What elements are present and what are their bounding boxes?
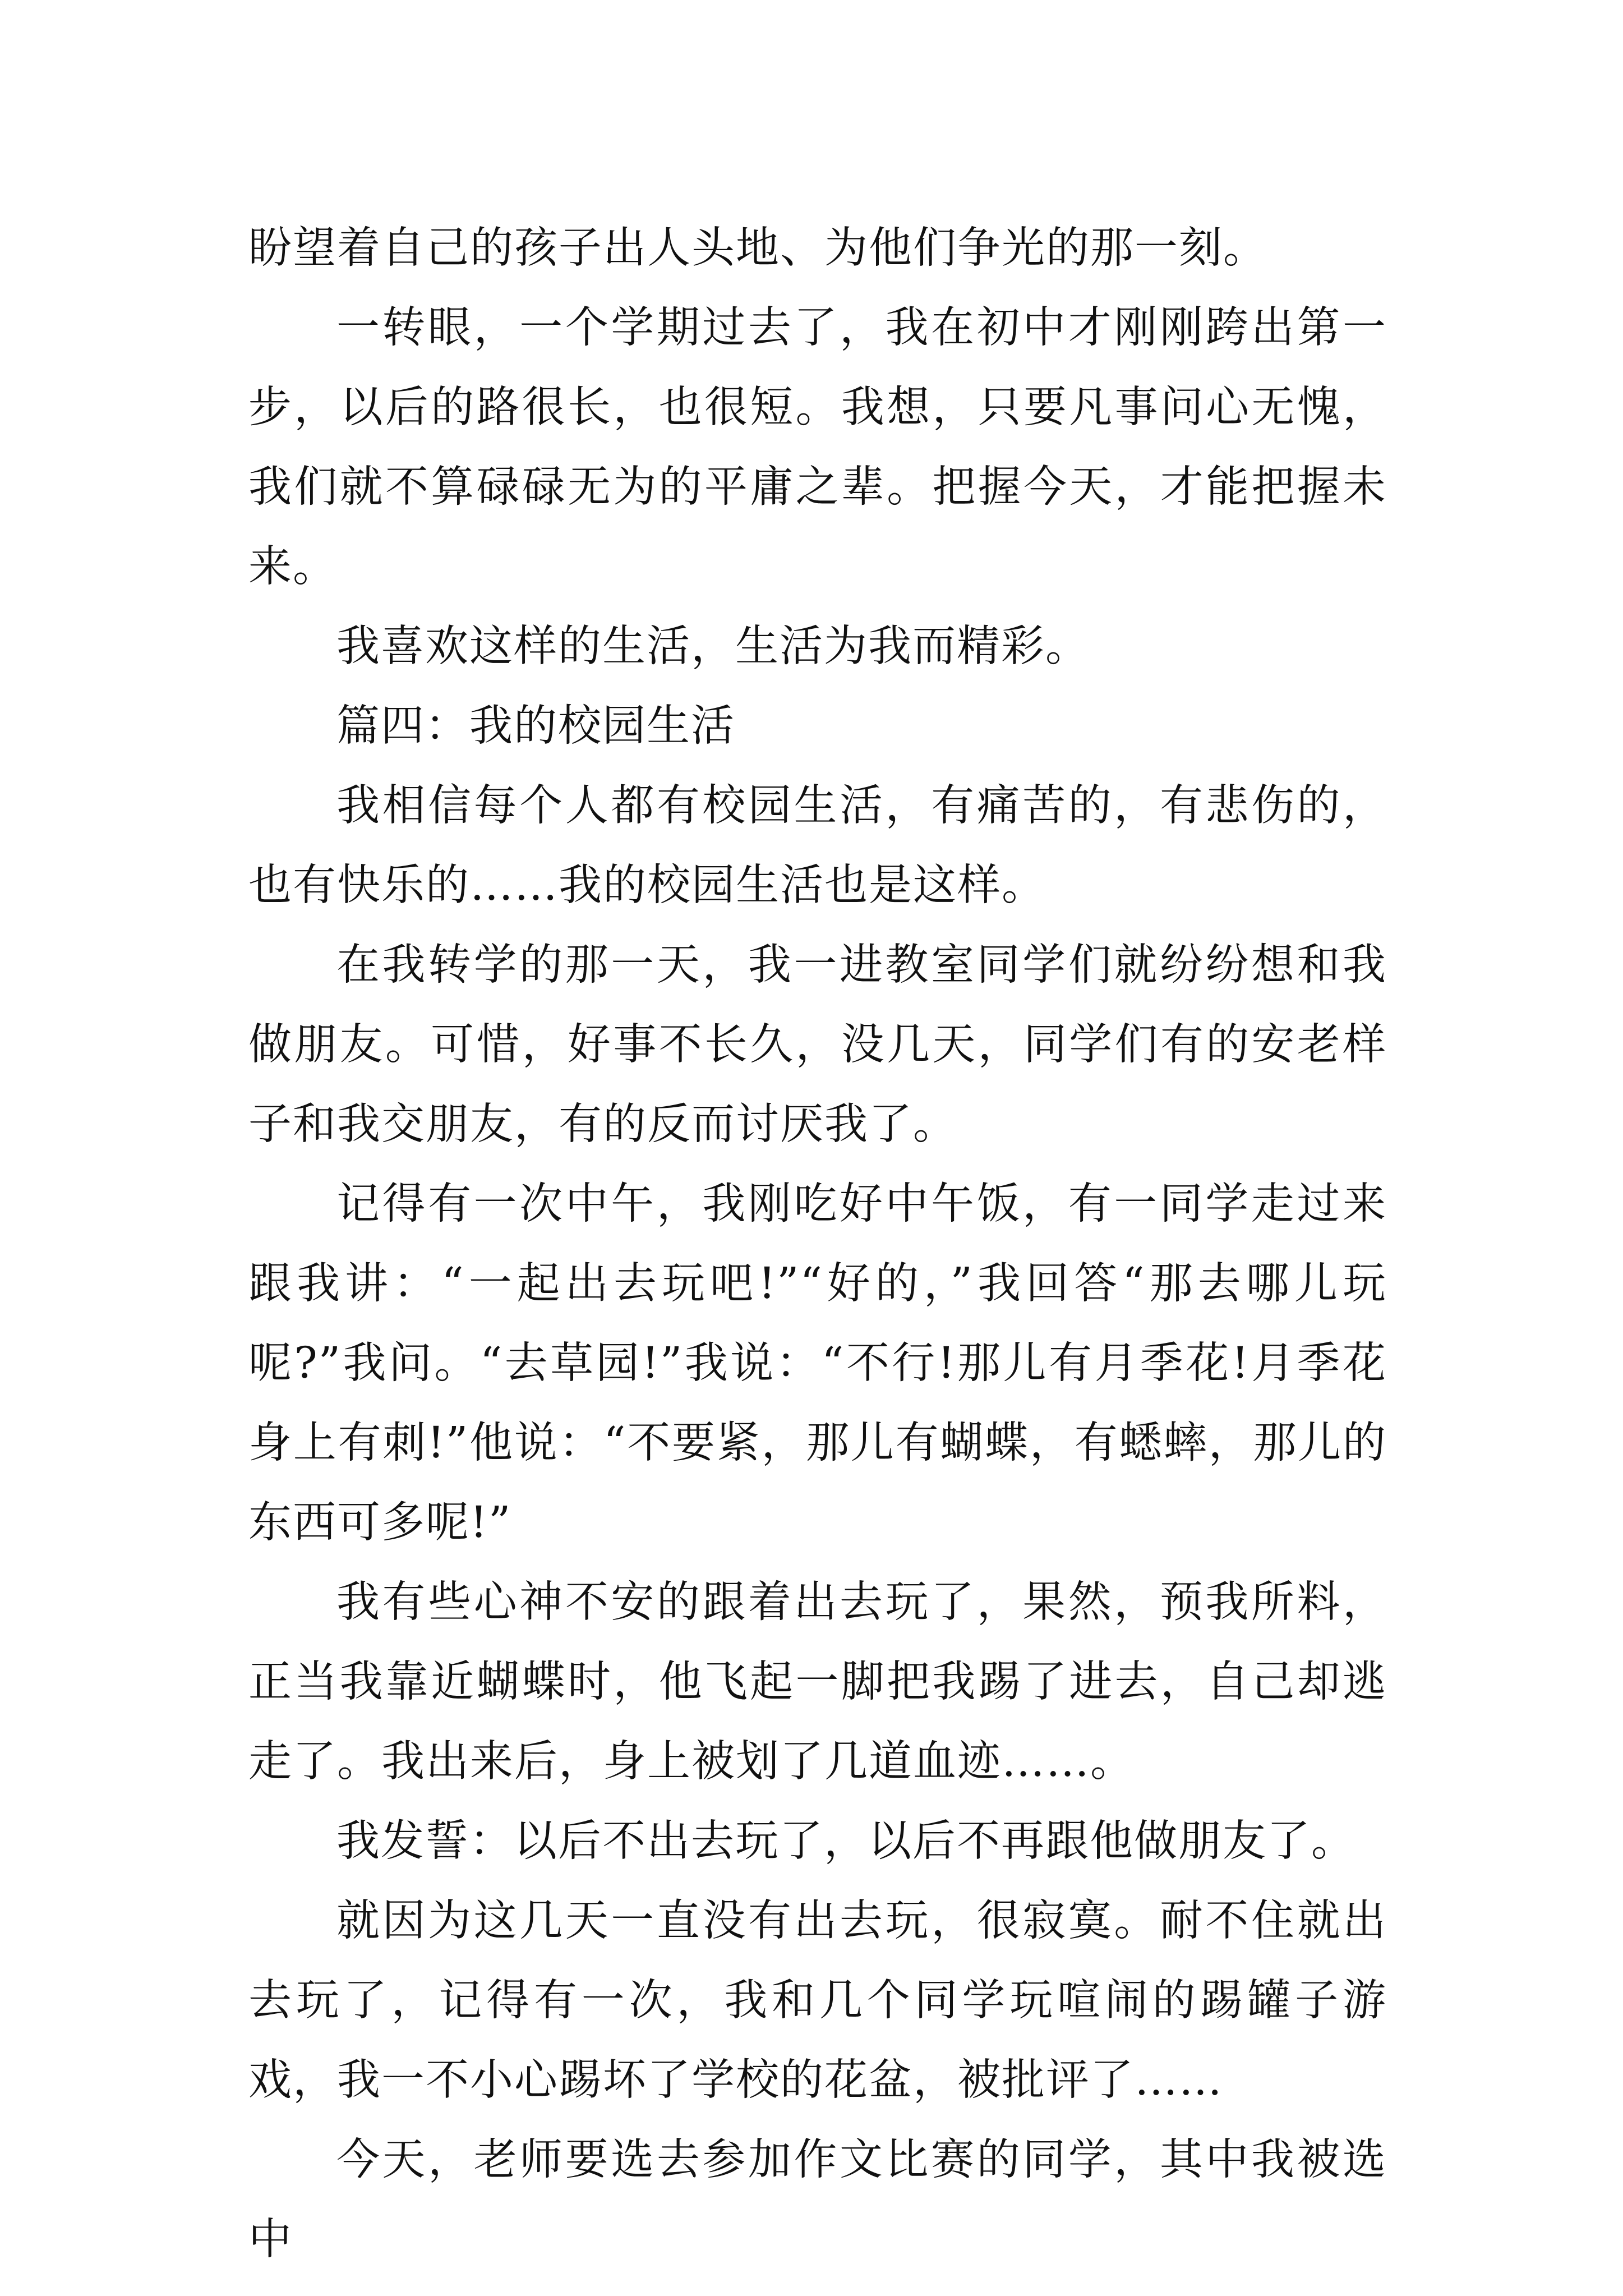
paragraph: 在我转学的那一天，我一进教室同学们就纷纷想和我做朋友。可惜，好事不长久，没几天，同学们有的安老样子和我交朋友，有的反而讨厌我了。 <box>248 940 1387 1149</box>
section-title: 篇四：我的校园生活 <box>336 701 735 751</box>
paragraph: 我喜欢这样的生活，生活为我而精彩。 <box>336 622 1090 671</box>
paragraph: 今天，老师要选去参加作文比赛的同学，其中我被选中 <box>248 2135 1387 2265</box>
paragraph: 记得有一次中午，我刚吃好中午饭，有一同学走过来跟我讲：“一起出去玩吧!”“好的，”我回答“那去哪儿玩呢?”我问。“去草园!”我说：“不行!那儿有月季花!月季花身上有刺!”他说：“不要紧，那儿有蝴蝶，有蟋蟀，那儿的东西可多呢!” <box>248 1179 1387 1548</box>
paragraph: 我有些心神不安的跟着出去玩了，果然，预我所料，正当我靠近蝴蝶时，他飞起一脚把我踢了进去，自己却逃走了。我出来后，身上被划了几道血迹……。 <box>248 1577 1387 1787</box>
paragraph: 就因为这几天一直没有出去玩，很寂寞。耐不住就出去玩了，记得有一次，我和几个同学玩喧闹的踢罐子游戏，我一不小心踢坏了学校的花盆，被批评了…… <box>248 1896 1387 2105</box>
paragraph: 一转眼，一个学期过去了，我在初中才刚刚跨出第一步，以后的路很长，也很短。我想，只要凡事问心无愧，我们就不算碌碌无为的平庸之辈。把握今天，才能把握未来。 <box>248 303 1387 592</box>
paragraph-continuation: 盼望着自己的孩子出人头地、为他们争光的那一刻。 <box>248 223 1267 273</box>
paragraph: 我相信每个人都有校园生活，有痛苦的，有悲伤的，也有快乐的……我的校园生活也是这样。 <box>248 781 1387 910</box>
paragraph: 我发誓：以后不出去玩了，以后不再跟他做朋友了。 <box>336 1816 1355 1866</box>
document-body <box>248 209 1387 2280</box>
